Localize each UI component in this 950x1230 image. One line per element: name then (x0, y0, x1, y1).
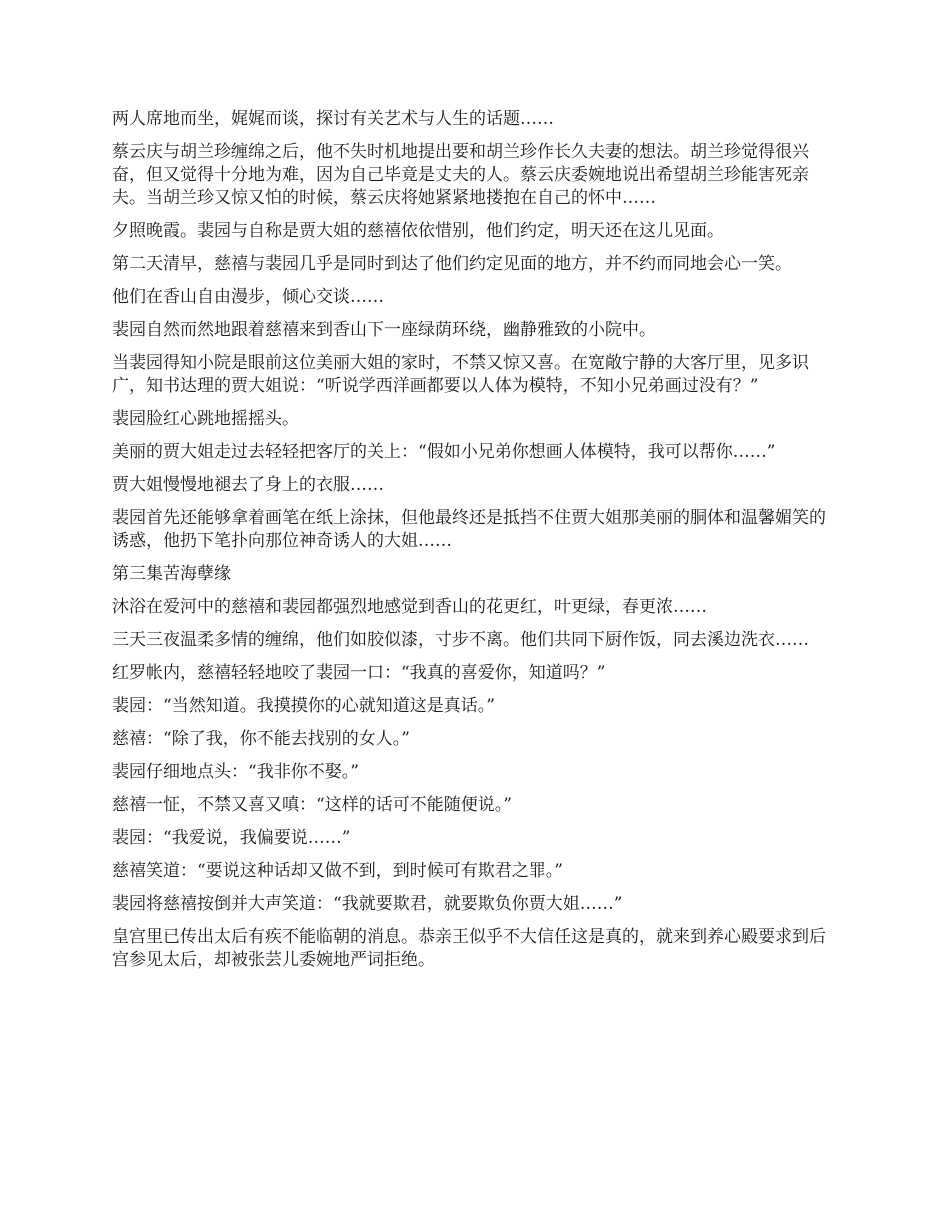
paragraph-21: 慈禧笑道：“要说这种话却又做不到，到时候可有欺君之罪。” (112, 861, 563, 881)
paragraph-23: 皇宫里已传出太后有疾不能临朝的消息。恭亲王似乎不大信任这是真的，就来到养心殿要求到后宫参见太后，却被张芸儿委婉地严词拒绝。 (112, 927, 826, 970)
paragraph-11: 裴园首先还能够拿着画笔在纸上涂抹，但他最终还是抵挡不住贾大姐那美丽的胴体和温馨媚笑的诱惑，他扔下笔扑向那位神奇诱人的大姐…… (112, 508, 826, 551)
section-heading: 第三集苦海孽缘 (112, 564, 231, 584)
paragraph-20: 裴园：“我爱说，我偏要说……” (112, 828, 351, 848)
paragraph-5: 他们在香山自由漫步，倾心交谈…… (112, 287, 384, 307)
paragraph-10: 贾大姐慢慢地褪去了身上的衣服…… (112, 475, 384, 495)
paragraph-7: 当裴园得知小院是眼前这位美丽大姐的家时，不禁又惊又喜。在宽敞宁静的大客厅里，见多识广，知书达理的贾大姐说：“听说学西洋画都要以人体为模特，不知小兄弟画过没有？” (112, 353, 809, 396)
paragraph-17: 慈禧：“除了我，你不能去找别的女人。” (112, 729, 410, 749)
paragraph-16: 裴园：“当然知道。我摸摸你的心就知道这是真话。” (112, 696, 495, 716)
paragraph-14: 三天三夜温柔多情的缠绵，他们如胶似漆，寸步不离。他们共同下厨作饭，同去溪边洗衣…… (112, 630, 809, 650)
paragraph-3: 夕照晚霞。裴园与自称是贾大姐的慈禧依依惜别，他们约定，明天还在这儿见面。 (112, 221, 724, 241)
paragraph-18: 裴园仔细地点头：“我非你不娶。” (112, 762, 359, 782)
paragraph-19: 慈禧一怔，不禁又喜又嗔：“这样的话可不能随便说。” (112, 795, 512, 815)
paragraph-2: 蔡云庆与胡兰珍缠绵之后，他不失时机地提出要和胡兰珍作长久夫妻的想法。胡兰珍觉得很兴奋，但又觉得十分地为难，因为自己毕竟是丈夫的人。蔡云庆委婉地说出希望胡兰珍能害死亲夫。当胡兰珍又惊又怕的时候，蔡云庆将她紧紧地搂抱在自己的怀中…… (112, 142, 809, 208)
paragraph-15: 红罗帐内，慈禧轻轻地咬了裴园一口：“我真的喜爱你，知道吗？” (112, 663, 606, 683)
document-body (112, 108, 842, 982)
paragraph-13: 沐浴在爱河中的慈禧和裴园都强烈地感觉到香山的花更红，叶更绿，春更浓…… (112, 597, 707, 617)
paragraph-8: 裴园脸红心跳地摇摇头。 (112, 409, 299, 429)
paragraph-22: 裴园将慈禧按倒并大声笑道：“我就要欺君，就要欺负你贾大姐……” (112, 894, 623, 914)
paragraph-9: 美丽的贾大姐走过去轻轻把客厅的关上：“假如小兄弟你想画人体模特，我可以帮你……” (112, 442, 776, 462)
paragraph-1: 两人席地而坐，娓娓而谈，探讨有关艺术与人生的话题…… (112, 109, 554, 129)
paragraph-6: 裴园自然而然地跟着慈禧来到香山下一座绿荫环绕，幽静雅致的小院中。 (112, 320, 656, 340)
paragraph-4: 第二天清早，慈禧与裴园几乎是同时到达了他们约定见面的地方，并不约而同地会心一笑。 (112, 254, 792, 274)
